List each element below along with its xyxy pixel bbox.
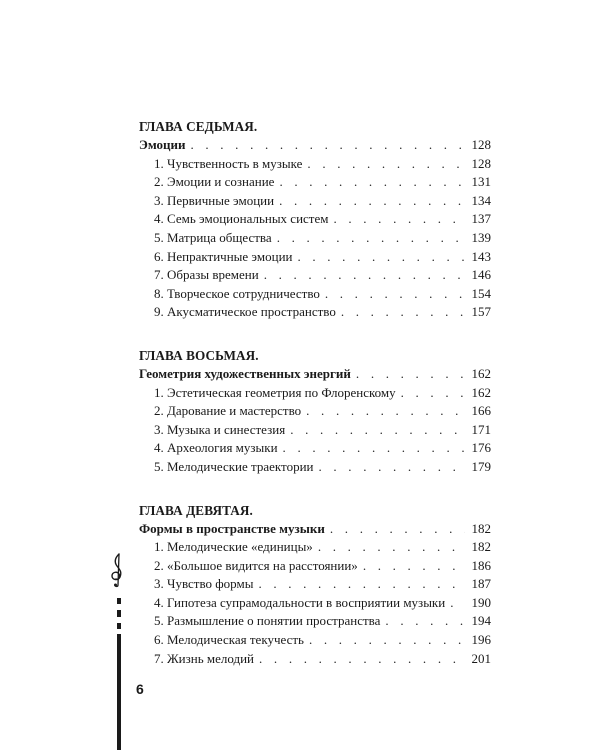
dot-leader [278, 439, 465, 458]
toc-entry[interactable] [139, 612, 491, 631]
page-ref: 143 [471, 248, 491, 264]
page-ref: 196 [471, 632, 491, 648]
side-decoration [110, 552, 130, 750]
toc-entry[interactable] [139, 303, 491, 322]
chapter-heading: ГЛАВА ВОСЬМАЯ. [139, 347, 259, 363]
chapter-heading: ГЛАВА СЕДЬМАЯ. [139, 119, 258, 134]
toc-entry[interactable] [139, 210, 491, 229]
chapter-nine [139, 496, 491, 669]
entry-label: 9. Акусматическое пространство [154, 304, 336, 320]
divider-tick [117, 598, 121, 604]
chapter-heading: ГЛАВА ДЕВЯТАЯ. [139, 502, 253, 518]
entry-label: 1. Мелодические «единицы» [154, 539, 313, 555]
dot-leader [254, 650, 465, 669]
page-ref: 162 [471, 384, 491, 400]
toc-entry[interactable] [139, 421, 491, 440]
page-ref: 176 [471, 440, 491, 456]
toc-entry[interactable] [139, 266, 491, 285]
dot-leader [320, 285, 465, 304]
page-ref: 182 [471, 539, 491, 555]
chapter-title: Формы в пространстве музыки [139, 520, 325, 536]
entry-label: 2. Эмоции и сознание [154, 174, 275, 190]
entry-label: 7. Образы времени [154, 267, 259, 283]
divider-tick [117, 610, 121, 617]
dot-leader [358, 557, 465, 576]
chapter-title: Эмоции [139, 137, 186, 152]
toc-entry[interactable] [139, 631, 491, 650]
page-ref: 128 [471, 155, 491, 171]
dot-leader [301, 402, 465, 421]
dot-leader [380, 612, 465, 631]
entry-label: 2. «Большое видится на расстоянии» [154, 557, 358, 573]
entry-label: 1. Чувственность в музыке [154, 155, 303, 171]
entry-label: 6. Непрактичные эмоции [154, 248, 293, 264]
vertical-bar [117, 634, 121, 750]
page-ref: 182 [471, 520, 491, 536]
page-ref: 179 [471, 458, 491, 474]
toc-entry[interactable] [139, 402, 491, 421]
toc-entry[interactable] [139, 155, 491, 174]
toc-entry[interactable] [139, 384, 491, 403]
page-ref: 154 [471, 285, 491, 301]
dot-leader [292, 248, 465, 267]
entry-label: 1. Эстетическая геометрия по Флоренскому [154, 384, 396, 400]
chapter-title-entry[interactable] [139, 520, 491, 539]
dot-leader [274, 173, 465, 192]
dot-leader [272, 229, 465, 248]
toc-entry[interactable] [139, 575, 491, 594]
entry-label: 7. Жизнь мелодий [154, 650, 255, 666]
page-ref: 171 [471, 421, 491, 437]
toc-entry[interactable] [139, 538, 491, 557]
dot-leader [285, 421, 465, 440]
entry-label: 4. Семь эмоциональных систем [154, 211, 329, 227]
dot-leader [274, 192, 465, 211]
dot-leader [185, 136, 465, 155]
page-ref: 146 [471, 267, 491, 283]
entry-label: 3. Музыка и синестезия [154, 421, 286, 437]
page-ref: 186 [471, 557, 491, 573]
page-ref: 134 [471, 192, 491, 208]
dot-leader [253, 575, 465, 594]
entry-label: 6. Мелодическая текучесть [154, 632, 304, 648]
chapter-title-entry[interactable] [139, 365, 491, 384]
entry-label: 2. Дарование и мастерство [154, 403, 302, 419]
dot-leader [328, 210, 465, 229]
page-ref: 131 [471, 174, 491, 190]
page-ref: 187 [471, 576, 491, 592]
treble-clef-icon [107, 552, 129, 588]
table-of-contents [139, 112, 491, 687]
dot-leader [336, 303, 465, 322]
page-ref: 194 [471, 613, 491, 629]
page-ref: 139 [471, 229, 491, 245]
dot-leader [302, 155, 465, 174]
chapter-title-entry[interactable] [139, 136, 491, 155]
entry-label: 5. Размышление о понятии пространства [154, 613, 381, 629]
page-ref: 128 [471, 137, 491, 152]
page-ref: 190 [471, 594, 491, 610]
dot-leader [325, 520, 465, 539]
dot-leader [304, 631, 465, 650]
dot-leader [259, 266, 465, 285]
toc-entry[interactable] [139, 173, 491, 192]
dot-leader [351, 365, 465, 384]
toc-entry[interactable] [139, 248, 491, 267]
toc-entry[interactable] [139, 594, 491, 613]
entry-label: 3. Первичные эмоции [154, 192, 275, 208]
entry-label: 5. Матрица общества [154, 229, 272, 245]
toc-entry[interactable] [139, 650, 491, 669]
toc-entry[interactable] [139, 192, 491, 211]
page-ref: 201 [471, 650, 491, 666]
dot-leader [314, 458, 466, 477]
page-ref: 166 [471, 403, 491, 419]
dot-leader [396, 384, 465, 403]
page-number: 6 [136, 681, 144, 697]
dot-leader [445, 594, 465, 613]
entry-label: 4. Гипотеза супрамодальности в восприятии музыки [154, 594, 446, 610]
dot-leader [313, 538, 465, 557]
entry-label: 8. Творческое сотрудничество [154, 285, 320, 301]
page-ref: 157 [471, 304, 491, 320]
toc-entry[interactable] [139, 439, 491, 458]
toc-entry[interactable] [139, 557, 491, 576]
entry-label: 3. Чувство формы [154, 576, 254, 592]
chapter-eight [139, 341, 491, 477]
chapter-seven [139, 112, 491, 322]
page-ref: 137 [471, 211, 491, 227]
chapter-title: Геометрия художественных энергий [139, 365, 351, 381]
toc-entry[interactable] [139, 458, 491, 477]
toc-entry[interactable] [139, 285, 491, 304]
divider-tick [117, 623, 121, 629]
page-ref: 162 [471, 365, 491, 381]
toc-entry[interactable] [139, 229, 491, 248]
entry-label: 5. Мелодические траектории [154, 458, 314, 474]
entry-label: 4. Археология музыки [154, 440, 278, 456]
